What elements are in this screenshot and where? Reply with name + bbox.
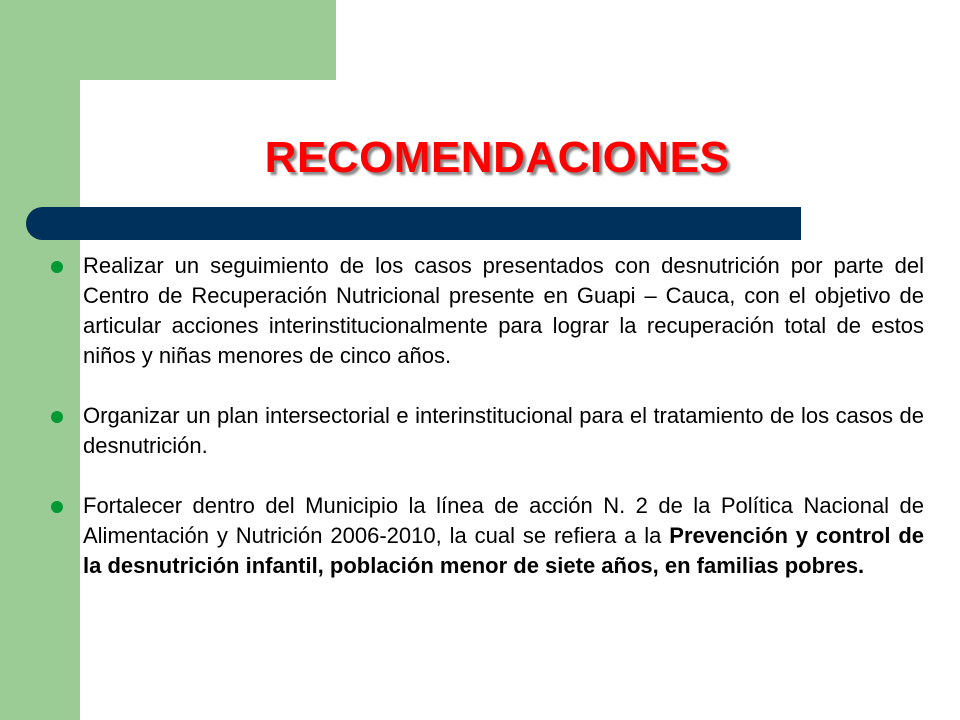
bullet-dot-icon [51, 411, 63, 423]
title-underline-bar [26, 207, 801, 240]
list-item [51, 251, 924, 371]
list-item [51, 491, 924, 581]
bullet-dot-icon [51, 501, 63, 513]
bullet-text [83, 491, 924, 581]
bullet-text-regular: Fortalecer dentro del Municipio la línea de acción N. 2 de la Política Nacional de Alimentación y Nutrición 2006-2010, la cual se refiera a la [83, 493, 924, 548]
bullet-text-bold: Prevención y control de la desnutrición infantil, población menor de siete años, en familias pobres. [83, 523, 924, 578]
bullet-text: Organizar un plan intersectorial e interinstitucional para el tratamiento de los casos de desnutrición. [83, 403, 924, 458]
slide-title: RECOMENDACIONES [264, 133, 730, 182]
green-top-band [0, 0, 336, 80]
bullet-text: Realizar un seguimiento de los casos presentados con desnutrición por parte del Centro de Recuperación Nutricional presente en Guapi – Cauca, con el objetivo de articular acciones interinstitucionalmente para lograr la recuperación total de estos niños y niñas menores de cinco años. [83, 253, 924, 368]
list-item [51, 401, 924, 461]
bullet-dot-icon [51, 261, 63, 273]
recommendations-list [51, 251, 924, 581]
